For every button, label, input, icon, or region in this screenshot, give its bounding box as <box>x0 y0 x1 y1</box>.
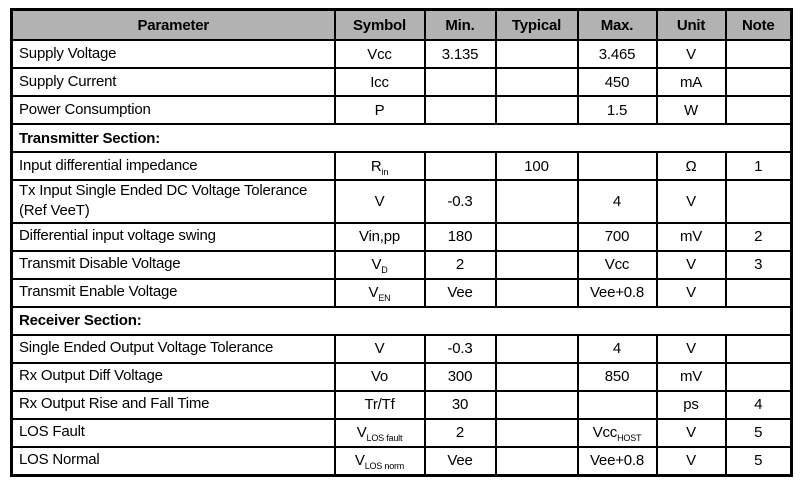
cell-symbol: Vin,pp <box>335 223 425 251</box>
cell-note: 1 <box>726 152 792 180</box>
section-label: Receiver Section: <box>12 307 792 335</box>
cell-parameter: Rx Output Diff Voltage <box>12 363 335 391</box>
header-row <box>12 10 792 41</box>
cell-parameter: Differential input voltage swing <box>12 223 335 251</box>
section-row <box>12 124 792 152</box>
table-row <box>12 419 792 447</box>
table-row <box>12 447 792 476</box>
cell-unit: W <box>657 96 726 124</box>
cell-max: 1.5 <box>578 96 657 124</box>
cell-parameter: Power Consumption <box>12 96 335 124</box>
cell-max: Vcc <box>578 251 657 279</box>
cell-typical <box>496 68 578 96</box>
cell-unit: V <box>657 180 726 223</box>
cell-parameter: Transmit Disable Voltage <box>12 251 335 279</box>
cell-typical: 100 <box>496 152 578 180</box>
cell-min: -0.3 <box>425 180 496 223</box>
cell-parameter: Transmit Enable Voltage <box>12 279 335 307</box>
cell-note <box>726 180 792 223</box>
cell-unit: ps <box>657 391 726 419</box>
cell-unit: V <box>657 40 726 68</box>
column-header-parameter: Parameter <box>12 10 335 41</box>
cell-symbol: $R_{in}$ <box>335 152 425 180</box>
column-header-typical: Typical <box>496 10 578 41</box>
cell-unit: V <box>657 419 726 447</box>
table-row <box>12 279 792 307</box>
cell-unit: mA <box>657 68 726 96</box>
table-row <box>12 152 792 180</box>
section-label: Transmitter Section: <box>12 124 792 152</box>
cell-parameter: Supply Current <box>12 68 335 96</box>
column-header-symbol: Symbol <box>335 10 425 41</box>
cell-note: 5 <box>726 419 792 447</box>
cell-parameter: Input differential impedance <box>12 152 335 180</box>
cell-typical <box>496 419 578 447</box>
cell-note <box>726 40 792 68</box>
cell-min: Vee <box>425 279 496 307</box>
table-row <box>12 335 792 363</box>
cell-symbol: $V_{LOS norm}$ <box>335 447 425 476</box>
cell-unit: mV <box>657 363 726 391</box>
table-header <box>12 10 792 41</box>
cell-max: 4 <box>578 180 657 223</box>
cell-unit: V <box>657 447 726 476</box>
cell-max: Vee+0.8 <box>578 279 657 307</box>
cell-symbol: $V_{EN}$ <box>335 279 425 307</box>
cell-min: 2 <box>425 251 496 279</box>
cell-note: 4 <box>726 391 792 419</box>
cell-min <box>425 96 496 124</box>
cell-typical <box>496 180 578 223</box>
cell-note <box>726 335 792 363</box>
table-row <box>12 223 792 251</box>
cell-parameter: LOS Normal <box>12 447 335 476</box>
cell-parameter: Tx Input Single Ended DC Voltage Tolerance (Ref VeeT) <box>12 180 335 223</box>
cell-unit: V <box>657 279 726 307</box>
cell-min: -0.3 <box>425 335 496 363</box>
cell-parameter: Single Ended Output Voltage Tolerance <box>12 335 335 363</box>
cell-symbol: P <box>335 96 425 124</box>
cell-symbol: Icc <box>335 68 425 96</box>
cell-min: 180 <box>425 223 496 251</box>
cell-parameter: Rx Output Rise and Fall Time <box>12 391 335 419</box>
cell-max: 4 <box>578 335 657 363</box>
cell-symbol: V <box>335 180 425 223</box>
cell-symbol: $V_D$ <box>335 251 425 279</box>
cell-symbol: Vo <box>335 363 425 391</box>
table-row <box>12 40 792 68</box>
cell-typical <box>496 335 578 363</box>
column-header-unit: Unit <box>657 10 726 41</box>
cell-max <box>578 391 657 419</box>
column-header-max: Max. <box>578 10 657 41</box>
table-row <box>12 363 792 391</box>
spec-table <box>10 8 793 477</box>
cell-min <box>425 68 496 96</box>
table-row <box>12 251 792 279</box>
cell-note <box>726 363 792 391</box>
cell-min: 30 <box>425 391 496 419</box>
column-header-min: Min. <box>425 10 496 41</box>
cell-parameter: LOS Fault <box>12 419 335 447</box>
cell-min: 3.135 <box>425 40 496 68</box>
cell-symbol: $V_{LOS fault}$ <box>335 419 425 447</box>
cell-min <box>425 152 496 180</box>
table-row <box>12 96 792 124</box>
cell-min: Vee <box>425 447 496 476</box>
cell-symbol: Vcc <box>335 40 425 68</box>
cell-unit: Ω <box>657 152 726 180</box>
cell-typical <box>496 391 578 419</box>
cell-note <box>726 68 792 96</box>
cell-max: Vcc$_{HOST}$ <box>578 419 657 447</box>
cell-max: Vee+0.8 <box>578 447 657 476</box>
cell-max: 450 <box>578 68 657 96</box>
cell-typical <box>496 363 578 391</box>
cell-note: 3 <box>726 251 792 279</box>
cell-max: 700 <box>578 223 657 251</box>
cell-unit: V <box>657 251 726 279</box>
table-row <box>12 180 792 223</box>
cell-symbol: V <box>335 335 425 363</box>
cell-note: 5 <box>726 447 792 476</box>
cell-max: 3.465 <box>578 40 657 68</box>
cell-note: 2 <box>726 223 792 251</box>
cell-note <box>726 96 792 124</box>
cell-max: 850 <box>578 363 657 391</box>
table-row <box>12 391 792 419</box>
cell-unit: mV <box>657 223 726 251</box>
cell-typical <box>496 223 578 251</box>
cell-min: 2 <box>425 419 496 447</box>
cell-max <box>578 152 657 180</box>
table-row <box>12 68 792 96</box>
cell-typical <box>496 96 578 124</box>
column-header-note: Note <box>726 10 792 41</box>
cell-note <box>726 279 792 307</box>
cell-min: 300 <box>425 363 496 391</box>
cell-typical <box>496 40 578 68</box>
cell-symbol: Tr/Tf <box>335 391 425 419</box>
cell-typical <box>496 251 578 279</box>
cell-unit: V <box>657 335 726 363</box>
cell-typical <box>496 447 578 476</box>
cell-parameter: Supply Voltage <box>12 40 335 68</box>
table-body <box>12 40 792 475</box>
section-row <box>12 307 792 335</box>
cell-typical <box>496 279 578 307</box>
